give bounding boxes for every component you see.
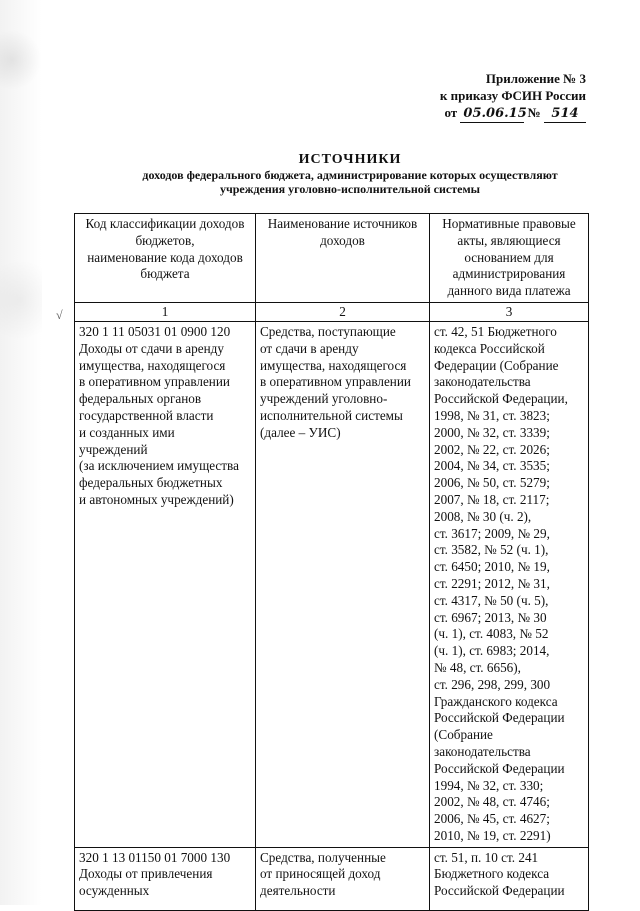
row2-code-and-name: 320 1 13 01150 01 7000 130 Доходы от привлечения осужденных [75, 847, 256, 910]
header-legal-acts: Нормативные правовые акты, являющиеся основанием для администрирования данного вида платежа [430, 214, 589, 303]
appendix-order-ref: к приказу ФСИН России [439, 88, 586, 103]
appendix-number: Приложение № 3 [485, 71, 586, 86]
title-sub-line-1: доходов федерального бюджета, администрирование которых осуществляют [142, 168, 558, 182]
row2-legal-acts: ст. 51, п. 10 ст. 241 Бюджетного кодекса Российской Федерации [430, 847, 589, 910]
table-header-row [75, 214, 589, 303]
column-number-3: 3 [430, 302, 589, 321]
appendix-number-sign: № [527, 105, 541, 120]
appendix-date-line [396, 104, 586, 123]
row1-legal-acts: ст. 42, 51 Бюджетного кодекса Российской Федерации (Собрание законодательства Российской Федерации, 1998, № 31, ст. 3823; 2000, № 32, ст. 3339; 2002, № 22, ст. 2026; 2004, № 34, ст. 3535; 2006, № 50, ст. 5279; 2007, № 18, ст. 2117; 2008, № 30 (ч. 2), ст. 3617; 2009, № 29, ст. 3582, № 52 (ч. 1), ст. 6450; 2010, № 19, ст. 2291; 2012, № 31, ст. 4317, № 50 (ч. 5), ст. 6967; 2013, № 30 (ч. 1), ст. 4083, № 52 (ч. 1), ст. 6983; 2014, № 48, ст. 6656), ст. 296, 298, 299, 300 Гражданского кодекса Российской Федерации (Собрание законодательства Российской Федерации 1994, № 32, ст. 330; 2002, № 48, ст. 4746; 2006, № 45, ст. 4627; 2010, № 19, ст. 2291) [430, 321, 589, 847]
row2-source-name: Средства, полученные от приносящей доход деятельности [256, 847, 430, 910]
table-row [75, 847, 589, 910]
appendix-handwritten-date: 05.06.15 [460, 105, 524, 123]
margin-check-mark: √ [56, 308, 63, 322]
column-number-1: 1 [75, 302, 256, 321]
appendix-block [396, 70, 586, 123]
title-sub-line-2: учреждения уголовно-исполнительной системы [219, 182, 480, 196]
title-main: ИСТОЧНИКИ [298, 152, 402, 167]
header-source-name: Наименование источников доходов [256, 214, 430, 303]
income-sources-table [74, 213, 589, 911]
appendix-handwritten-number: 514 [544, 105, 586, 123]
document-title [90, 152, 610, 196]
row1-code-and-name: 320 1 11 05031 01 0900 120 Доходы от сдачи в аренду имущества, находящегося в оперативном управлении федеральных органов государственной власти и созданных ими учреждений (за исключением имущества федеральных бюджетных и автономных учреждений) [75, 321, 256, 847]
header-classification-code: Код классификации доходов бюджетов, наименование кода доходов бюджета [75, 214, 256, 303]
table-row [75, 321, 589, 847]
scan-edge-shadow [0, 0, 42, 905]
appendix-from-label: от [444, 105, 458, 120]
column-number-row [75, 302, 589, 321]
row1-source-name: Средства, поступающие от сдачи в аренду имущества, находящегося в оперативном управлении учреждений уголовно- исполнительной системы (далее – УИС) [256, 321, 430, 847]
column-number-2: 2 [256, 302, 430, 321]
